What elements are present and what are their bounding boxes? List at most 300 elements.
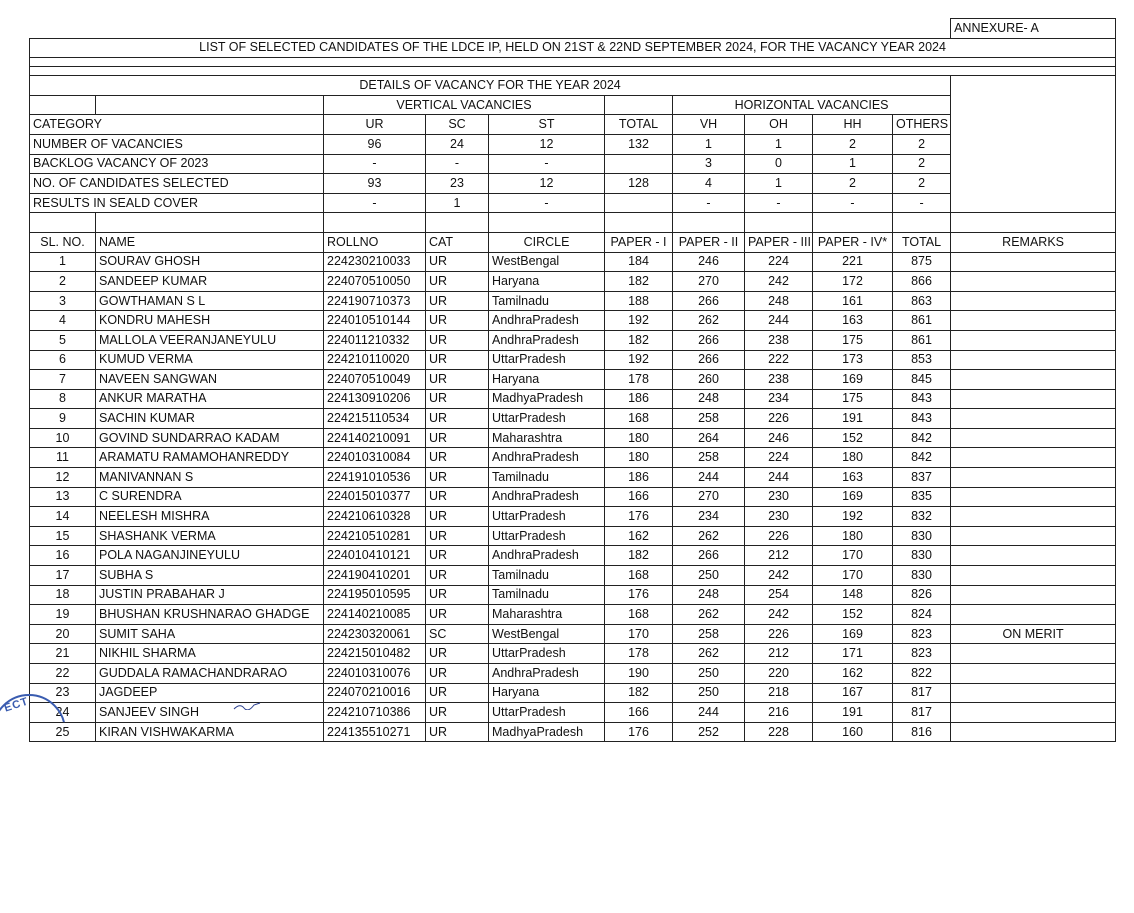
table-cell: 15 <box>30 526 96 546</box>
vacancy-cell: - <box>489 154 605 174</box>
blank-cell <box>489 213 605 233</box>
vacancy-cell: - <box>324 193 426 213</box>
table-cell: 270 <box>673 487 745 507</box>
table-cell: MadhyaPradesh <box>489 389 605 409</box>
table-cell: 163 <box>813 311 893 331</box>
table-cell: 169 <box>813 624 893 644</box>
table-cell: UR <box>426 644 489 664</box>
table-cell: AndhraPradesh <box>489 311 605 331</box>
table-cell: 148 <box>813 585 893 605</box>
vacancy-header-cell: ST <box>489 115 605 135</box>
table-cell: 252 <box>673 722 745 742</box>
candidate-header-cell: PAPER - II <box>673 232 745 252</box>
vacancy-cell: 1 <box>745 134 813 154</box>
table-cell: 168 <box>605 605 673 625</box>
table-cell: 182 <box>605 330 673 350</box>
table-cell: 816 <box>893 722 951 742</box>
table-cell: 191 <box>813 703 893 723</box>
table-cell: 224195010595 <box>324 585 426 605</box>
table-cell: 250 <box>673 566 745 586</box>
table-cell: 266 <box>673 350 745 370</box>
table-cell: WestBengal <box>489 624 605 644</box>
table-cell: 224210510281 <box>324 526 426 546</box>
table-cell: JAGDEEP <box>96 683 324 703</box>
table-cell: 842 <box>893 448 951 468</box>
table-cell: 190 <box>605 664 673 684</box>
table-cell: 17 <box>30 566 96 586</box>
table-cell: AndhraPradesh <box>489 330 605 350</box>
table-cell: 224010310084 <box>324 448 426 468</box>
table-cell: 19 <box>30 605 96 625</box>
vacancy-cell: 12 <box>489 134 605 154</box>
table-cell: 192 <box>813 507 893 527</box>
table-cell: 4 <box>30 311 96 331</box>
table-cell: 160 <box>813 722 893 742</box>
vacancy-cell: 24 <box>426 134 489 154</box>
vacancy-cell: 2 <box>893 174 951 194</box>
table-cell: 224230210033 <box>324 252 426 272</box>
table-cell: 248 <box>745 291 813 311</box>
table-cell: 176 <box>605 585 673 605</box>
table-cell: Maharashtra <box>489 605 605 625</box>
table-cell: 16 <box>30 546 96 566</box>
table-cell: 224070510050 <box>324 272 426 292</box>
vacancy-cell: 2 <box>813 174 893 194</box>
table-cell <box>951 272 1116 292</box>
candidate-header-cell: PAPER - IV* <box>813 232 893 252</box>
table-cell: 21 <box>30 644 96 664</box>
table-cell: Tamilnadu <box>489 585 605 605</box>
table-cell: GOWTHAMAN S L <box>96 291 324 311</box>
candidate-header-cell: PAPER - III <box>745 232 813 252</box>
table-cell: JUSTIN PRABAHAR J <box>96 585 324 605</box>
table-cell: 224210110020 <box>324 350 426 370</box>
table-cell: 224015010377 <box>324 487 426 507</box>
table-cell: 224 <box>745 448 813 468</box>
table-cell: 24 <box>30 703 96 723</box>
table-row <box>30 566 1116 586</box>
vacancy-header-cell: UR <box>324 115 426 135</box>
table-cell: 182 <box>605 683 673 703</box>
blank-cell <box>951 213 1116 233</box>
table-cell: 162 <box>605 526 673 546</box>
table-cell: 224010410121 <box>324 546 426 566</box>
table-cell: 175 <box>813 330 893 350</box>
annexure-label: ANNEXURE- A <box>951 19 1116 39</box>
table-cell: 835 <box>893 487 951 507</box>
table-cell: 192 <box>605 350 673 370</box>
table-cell: 242 <box>745 272 813 292</box>
table-cell: 152 <box>813 605 893 625</box>
table-cell: UttarPradesh <box>489 526 605 546</box>
table-cell: 262 <box>673 311 745 331</box>
table-cell: 175 <box>813 389 893 409</box>
table-cell: 180 <box>605 448 673 468</box>
table-row <box>30 644 1116 664</box>
table-cell: 242 <box>745 566 813 586</box>
table-cell: 2 <box>30 272 96 292</box>
table-cell: 180 <box>813 448 893 468</box>
table-cell: UR <box>426 605 489 625</box>
table-cell: 826 <box>893 585 951 605</box>
table-cell: 244 <box>745 468 813 488</box>
candidate-header-cell: CAT <box>426 232 489 252</box>
table-cell: 837 <box>893 468 951 488</box>
table-row <box>30 507 1116 527</box>
table-cell: 262 <box>673 526 745 546</box>
table-cell: 262 <box>673 644 745 664</box>
vacancy-cell: 12 <box>489 174 605 194</box>
table-cell: 20 <box>30 624 96 644</box>
table-row <box>30 311 1116 331</box>
table-cell: 248 <box>673 389 745 409</box>
table-row <box>30 585 1116 605</box>
table-cell: 234 <box>745 389 813 409</box>
table-cell: 248 <box>673 585 745 605</box>
vacancy-cell: - <box>324 154 426 174</box>
table-cell: 170 <box>813 546 893 566</box>
table-cell: 152 <box>813 428 893 448</box>
table-cell: AndhraPradesh <box>489 487 605 507</box>
table-row <box>30 330 1116 350</box>
vacancy-cell: 2 <box>813 134 893 154</box>
table-cell: 5 <box>30 330 96 350</box>
blank-cell <box>426 213 489 233</box>
table-cell: UR <box>426 683 489 703</box>
table-cell: KIRAN VISHWAKARMA <box>96 722 324 742</box>
spacer-row <box>30 67 1116 76</box>
table-cell: 170 <box>813 566 893 586</box>
table-cell: UR <box>426 370 489 390</box>
table-cell: 3 <box>30 291 96 311</box>
table-cell <box>951 330 1116 350</box>
table-cell: 8 <box>30 389 96 409</box>
vacancy-cell: 132 <box>605 134 673 154</box>
table-cell: 863 <box>893 291 951 311</box>
table-cell: 226 <box>745 624 813 644</box>
table-cell: 250 <box>673 683 745 703</box>
vacancy-cell: - <box>426 154 489 174</box>
table-cell: 842 <box>893 428 951 448</box>
table-cell: ON MERIT <box>951 624 1116 644</box>
table-row <box>30 624 1116 644</box>
table-cell: 182 <box>605 546 673 566</box>
table-cell <box>951 683 1116 703</box>
table-cell <box>951 291 1116 311</box>
table-cell <box>951 722 1116 742</box>
vacancy-cell: 1 <box>745 174 813 194</box>
vacancy-header-cell: HH <box>813 115 893 135</box>
vacancy-cell: 1 <box>426 193 489 213</box>
vacancy-header-cell: SC <box>426 115 489 135</box>
vacancy-cell: - <box>745 193 813 213</box>
table-cell: 6 <box>30 350 96 370</box>
table-cell: NEELESH MISHRA <box>96 507 324 527</box>
blank-cell <box>673 213 745 233</box>
table-cell: UR <box>426 291 489 311</box>
vacancy-cell: - <box>813 193 893 213</box>
table-cell: 163 <box>813 468 893 488</box>
table-cell: C SURENDRA <box>96 487 324 507</box>
table-cell: UR <box>426 526 489 546</box>
table-cell: 830 <box>893 566 951 586</box>
table-cell: UR <box>426 428 489 448</box>
vacancy-cell: BACKLOG VACANCY OF 2023 <box>30 154 324 174</box>
table-row <box>30 428 1116 448</box>
table-cell: 875 <box>893 252 951 272</box>
annexure-row <box>30 19 1116 39</box>
table-cell: 238 <box>745 370 813 390</box>
table-cell: 178 <box>605 370 673 390</box>
table-cell: GOVIND SUNDARRAO KADAM <box>96 428 324 448</box>
table-cell: UR <box>426 566 489 586</box>
table-row <box>30 605 1116 625</box>
vacancy-cell: 93 <box>324 174 426 194</box>
table-cell: 258 <box>673 624 745 644</box>
table-cell: UttarPradesh <box>489 507 605 527</box>
table-cell: 7 <box>30 370 96 390</box>
table-cell: 14 <box>30 507 96 527</box>
vacancy-cell: 128 <box>605 174 673 194</box>
table-cell: 22 <box>30 664 96 684</box>
table-cell: 180 <box>605 428 673 448</box>
table-row <box>30 389 1116 409</box>
table-cell: NAVEEN SANGWAN <box>96 370 324 390</box>
table-cell: 244 <box>673 703 745 723</box>
table-cell: UR <box>426 703 489 723</box>
table-cell: 866 <box>893 272 951 292</box>
table-row <box>30 664 1116 684</box>
vacancy-cell: 4 <box>673 174 745 194</box>
table-cell: SC <box>426 624 489 644</box>
table-cell: 11 <box>30 448 96 468</box>
vacancy-cell: 0 <box>745 154 813 174</box>
spacer-row <box>30 213 1116 233</box>
table-cell: 224230320061 <box>324 624 426 644</box>
candidate-header-cell: REMARKS <box>951 232 1116 252</box>
table-cell: 234 <box>673 507 745 527</box>
table-cell <box>951 703 1116 723</box>
table-cell: 191 <box>813 409 893 429</box>
table-cell: UttarPradesh <box>489 703 605 723</box>
table-cell: UR <box>426 350 489 370</box>
vacancy-cell: - <box>673 193 745 213</box>
table-cell <box>951 664 1116 684</box>
table-cell: 161 <box>813 291 893 311</box>
table-cell: UttarPradesh <box>489 409 605 429</box>
table-cell <box>951 585 1116 605</box>
table-cell: SUBHA S <box>96 566 324 586</box>
table-cell <box>951 350 1116 370</box>
candidate-header-cell: NAME <box>96 232 324 252</box>
table-row <box>30 468 1116 488</box>
table-cell: 220 <box>745 664 813 684</box>
table-row <box>30 370 1116 390</box>
table-cell: 192 <box>605 311 673 331</box>
candidate-header-cell: TOTAL <box>893 232 951 252</box>
table-cell: 178 <box>605 644 673 664</box>
table-cell: Tamilnadu <box>489 468 605 488</box>
table-cell: 224070210016 <box>324 683 426 703</box>
blank-cell <box>893 213 951 233</box>
table-cell: 224135510271 <box>324 722 426 742</box>
vacancy-header-cell: VH <box>673 115 745 135</box>
table-cell: WestBengal <box>489 252 605 272</box>
table-cell: 224190410201 <box>324 566 426 586</box>
table-cell: 230 <box>745 487 813 507</box>
table-cell: 176 <box>605 722 673 742</box>
table-cell: 266 <box>673 330 745 350</box>
vacancy-cell: NUMBER OF VACANCIES <box>30 134 324 154</box>
table-cell: 861 <box>893 311 951 331</box>
table-cell: 1 <box>30 252 96 272</box>
selection-table <box>29 18 1116 742</box>
table-cell: 266 <box>673 291 745 311</box>
table-cell: 170 <box>605 624 673 644</box>
table-cell: 224210610328 <box>324 507 426 527</box>
table-cell: UR <box>426 664 489 684</box>
signature-mark <box>232 702 262 710</box>
table-row <box>30 546 1116 566</box>
table-cell: 173 <box>813 350 893 370</box>
table-cell: UR <box>426 507 489 527</box>
table-cell: 180 <box>813 526 893 546</box>
table-cell: 823 <box>893 644 951 664</box>
table-cell: MadhyaPradesh <box>489 722 605 742</box>
table-cell: KUMUD VERMA <box>96 350 324 370</box>
table-cell: 266 <box>673 546 745 566</box>
vacancy-cell: - <box>489 193 605 213</box>
document-title: LIST OF SELECTED CANDIDATES OF THE LDCE IP, HELD ON 21ST & 22ND SEPTEMBER 2024, FOR THE VACANCY YEAR 2024 <box>30 38 1116 58</box>
table-cell: 226 <box>745 409 813 429</box>
table-cell: UR <box>426 252 489 272</box>
table-body <box>30 19 1116 742</box>
table-cell <box>951 526 1116 546</box>
table-cell: 10 <box>30 428 96 448</box>
table-cell: 166 <box>605 487 673 507</box>
table-cell: 224190710373 <box>324 291 426 311</box>
candidate-header-cell: PAPER - I <box>605 232 673 252</box>
table-row <box>30 526 1116 546</box>
table-cell: 228 <box>745 722 813 742</box>
table-cell: 258 <box>673 409 745 429</box>
table-cell: 224191010536 <box>324 468 426 488</box>
table-cell: 224010310076 <box>324 664 426 684</box>
table-cell: ANKUR MARATHA <box>96 389 324 409</box>
vacancy-header-cell: CATEGORY <box>30 115 324 135</box>
vacancy-title: DETAILS OF VACANCY FOR THE YEAR 2024 <box>30 76 951 96</box>
table-cell: 182 <box>605 272 673 292</box>
table-cell: 832 <box>893 507 951 527</box>
seal-text: ECT <box>2 695 31 715</box>
table-cell: 843 <box>893 389 951 409</box>
table-row <box>30 272 1116 292</box>
table-cell: UR <box>426 722 489 742</box>
table-cell: 166 <box>605 703 673 723</box>
vacancy-cell: RESULTS IN SEALD COVER <box>30 193 324 213</box>
table-cell: 188 <box>605 291 673 311</box>
table-cell: 822 <box>893 664 951 684</box>
table-cell: MANIVANNAN S <box>96 468 324 488</box>
table-cell: 264 <box>673 428 745 448</box>
blank-cell <box>30 213 96 233</box>
table-cell: 212 <box>745 546 813 566</box>
blank-cell <box>745 213 813 233</box>
table-cell: 843 <box>893 409 951 429</box>
table-cell: UR <box>426 330 489 350</box>
horizontal-vacancies-label: HORIZONTAL VACANCIES <box>673 95 951 115</box>
vacancy-cell <box>605 193 673 213</box>
table-cell: 246 <box>673 252 745 272</box>
table-cell: 12 <box>30 468 96 488</box>
table-cell <box>951 252 1116 272</box>
blank-cell <box>813 213 893 233</box>
table-cell: 853 <box>893 350 951 370</box>
candidate-header-cell: CIRCLE <box>489 232 605 252</box>
blank-cell <box>96 213 324 233</box>
table-cell <box>951 605 1116 625</box>
table-cell <box>951 409 1116 429</box>
table-cell: AndhraPradesh <box>489 546 605 566</box>
table-cell: 186 <box>605 468 673 488</box>
table-cell: KONDRU MAHESH <box>96 311 324 331</box>
table-cell: GUDDALA RAMACHANDRARAO <box>96 664 324 684</box>
table-cell: 25 <box>30 722 96 742</box>
table-cell: 216 <box>745 703 813 723</box>
table-cell: UR <box>426 546 489 566</box>
table-cell: 169 <box>813 370 893 390</box>
table-cell: 224011210332 <box>324 330 426 350</box>
vacancy-cell: 3 <box>673 154 745 174</box>
table-cell: 224215010482 <box>324 644 426 664</box>
table-cell: Haryana <box>489 272 605 292</box>
table-cell: Tamilnadu <box>489 291 605 311</box>
table-cell: 222 <box>745 350 813 370</box>
table-cell: 224140210085 <box>324 605 426 625</box>
table-cell: 18 <box>30 585 96 605</box>
blank-cell <box>324 213 426 233</box>
table-row <box>30 448 1116 468</box>
table-row <box>30 252 1116 272</box>
table-cell: 224130910206 <box>324 389 426 409</box>
vertical-vacancies-label: VERTICAL VACANCIES <box>324 95 605 115</box>
table-cell: 823 <box>893 624 951 644</box>
table-cell: NIKHIL SHARMA <box>96 644 324 664</box>
table-cell: UR <box>426 468 489 488</box>
table-cell: 817 <box>893 683 951 703</box>
vacancy-cell: 1 <box>813 154 893 174</box>
table-cell: 13 <box>30 487 96 507</box>
table-cell: 184 <box>605 252 673 272</box>
table-cell: 186 <box>605 389 673 409</box>
table-cell: 830 <box>893 526 951 546</box>
table-cell: AndhraPradesh <box>489 448 605 468</box>
table-cell: UR <box>426 311 489 331</box>
table-cell: ARAMATU RAMAMOHANREDDY <box>96 448 324 468</box>
table-row <box>30 291 1116 311</box>
table-cell <box>951 468 1116 488</box>
table-cell: 168 <box>605 566 673 586</box>
table-row <box>30 722 1116 742</box>
table-cell: 171 <box>813 644 893 664</box>
vacancy-cell: 1 <box>673 134 745 154</box>
vacancy-header-cell: OTHERS <box>893 115 951 135</box>
table-cell: 162 <box>813 664 893 684</box>
table-cell: 845 <box>893 370 951 390</box>
table-cell: 224140210091 <box>324 428 426 448</box>
table-cell: UttarPradesh <box>489 350 605 370</box>
table-cell: 172 <box>813 272 893 292</box>
